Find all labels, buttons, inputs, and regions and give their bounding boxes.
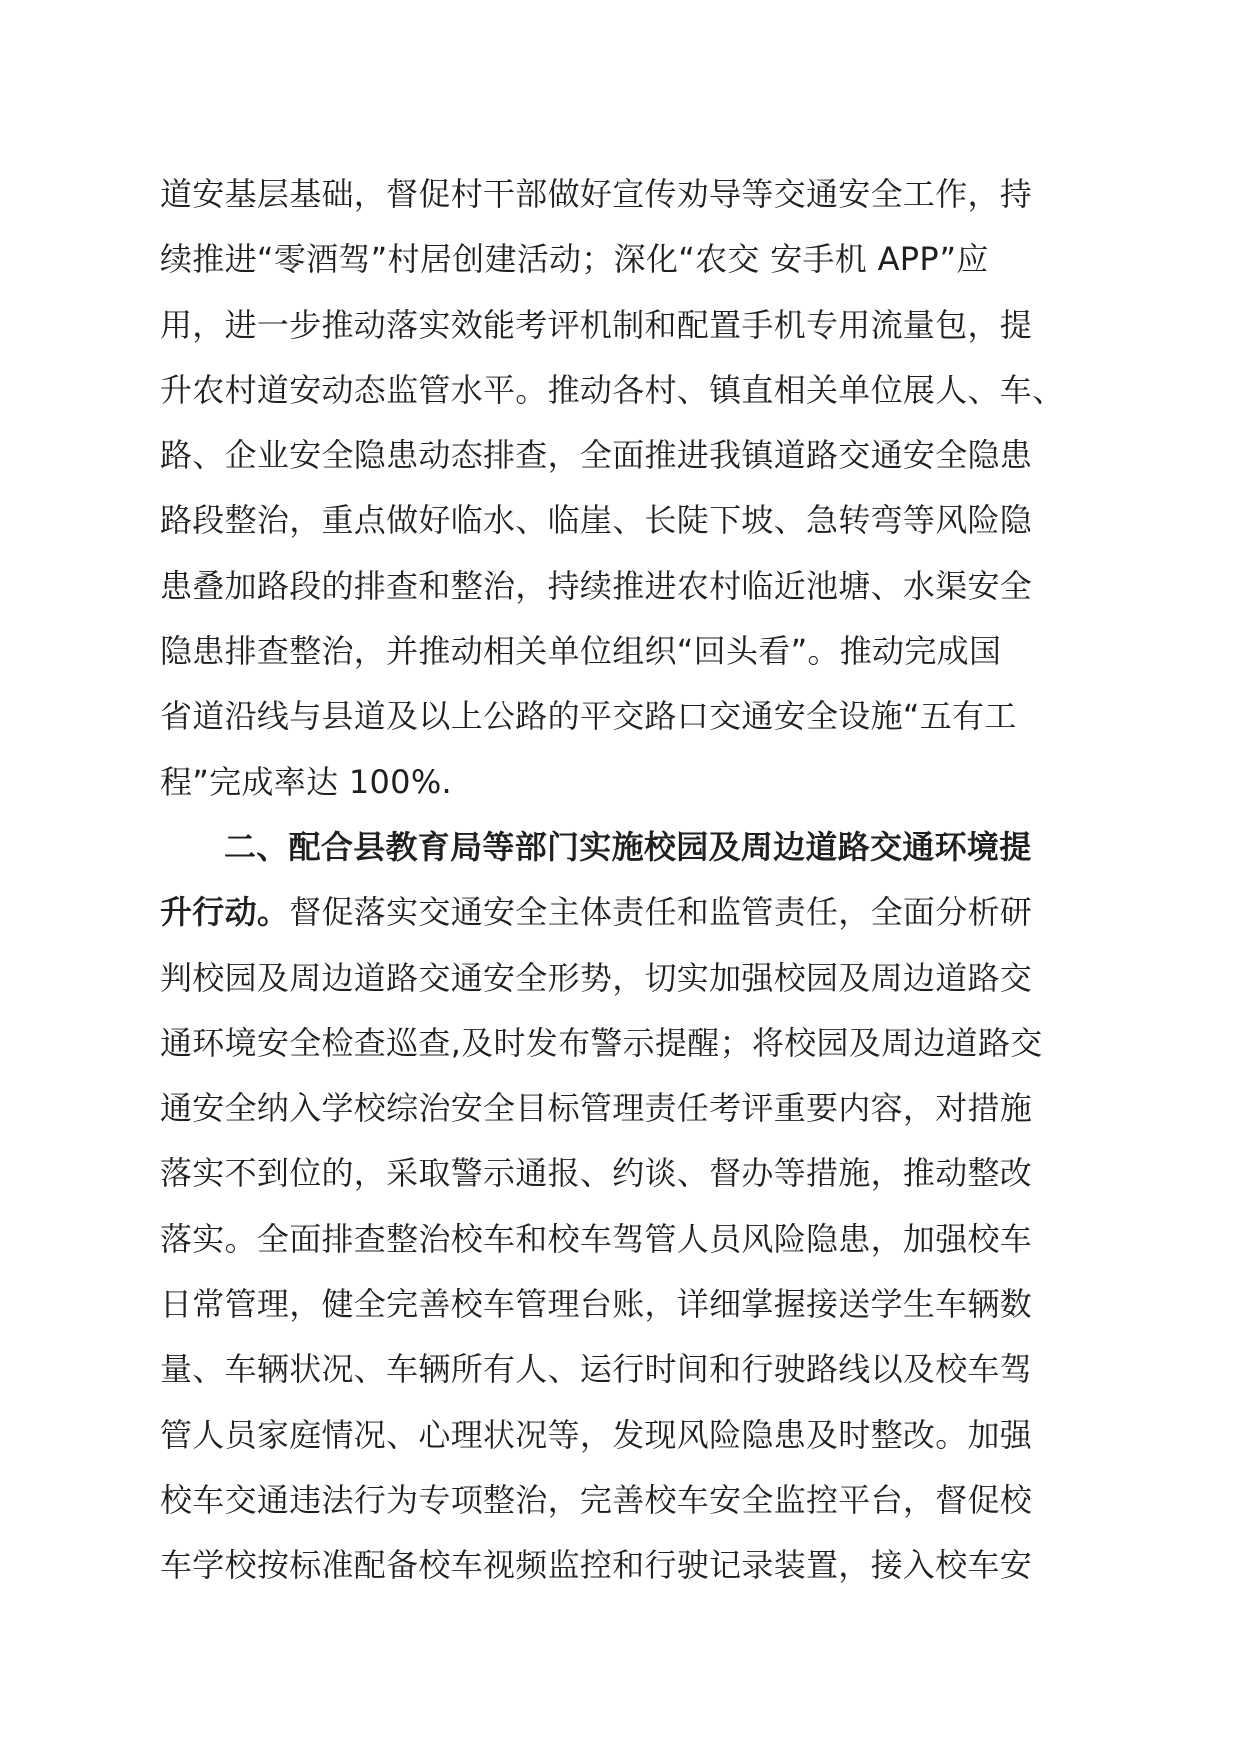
text-line: 量、车辆状况、车辆所有人、运行时间和行驶路线以及校车驾 bbox=[160, 1350, 1033, 1389]
text-line: 道安基层基础，督促村干部做好宣传劝导等交通安全工作，持 bbox=[160, 175, 1033, 213]
paragraph-road-safety bbox=[160, 162, 1090, 815]
text-line: 用，进一步推动落实效能考评机制和配置手机专用流量包，提 bbox=[160, 305, 1033, 344]
text-line: 管人员家庭情况、心理状况等，发现风险隐患及时整改。加强 bbox=[160, 1415, 1033, 1454]
text-line: 校车交通违法行为专项整治，完善校车安全监控平台，督促校 bbox=[160, 1480, 1033, 1519]
text-line: 患叠加路段的排查和整治，持续推进农村临近池塘、水渠安全 bbox=[160, 566, 1033, 605]
text-line: 落实。全面排查整治校车和校车驾管人员风险隐患，加强校车 bbox=[160, 1219, 1033, 1258]
text-line-rest: 督促落实交通安全主体责任和监管责任，全面分析研 bbox=[289, 893, 1033, 932]
text-line: 通安全纳入学校综治安全目标管理责任考评重要内容，对措施 bbox=[160, 1089, 1033, 1128]
text-line: 省道沿线与县道及以上公路的平交路口交通安全设施“五有工 bbox=[160, 697, 1017, 736]
text-line: 升农村道安动态监管水平。推动各村、镇直相关单位展人、车、 bbox=[160, 370, 1065, 409]
paragraph-campus-traffic bbox=[160, 815, 1090, 1599]
text-line: 日常管理，健全完善校车管理台账，详细掌握接送学生车辆数 bbox=[160, 1285, 1033, 1324]
text-line: 落实不到位的，采取警示通报、约谈、督办等措施，推动整改 bbox=[160, 1154, 1033, 1193]
section-heading: 二、配合县教育局等部门实施校园及周边道路交通环境提 bbox=[224, 827, 1032, 866]
document-body bbox=[160, 162, 1090, 1599]
text-line: 判校园及周边道路交通安全形势，切实加强校园及周边道路交 bbox=[160, 958, 1033, 997]
text-line: 续推进“零酒驾”村居创建活动；深化“农交 安手机 APP”应 bbox=[160, 240, 989, 279]
section-heading-end: 升行动。 bbox=[160, 893, 290, 932]
text-line: 车学校按标准配备校车视频监控和行驶记录装置，接入校车安 bbox=[160, 1546, 1033, 1585]
text-line: 路、企业安全隐患动态排查，全面推进我镇道路交通安全隐患 bbox=[160, 436, 1033, 475]
text-line bbox=[160, 880, 1090, 945]
text-line: 路段整治，重点做好临水、临崖、长陡下坡、急转弯等风险隐 bbox=[160, 501, 1033, 540]
text-line: 通环境安全检查巡查,及时发布警示提醒；将校园及周边道路交 bbox=[160, 1023, 1043, 1062]
text-line: 隐患排查整治，并推动相关单位组织“回头看”。推动完成国 bbox=[160, 632, 1002, 671]
text-line: 程”完成率达 100%. bbox=[160, 762, 453, 801]
